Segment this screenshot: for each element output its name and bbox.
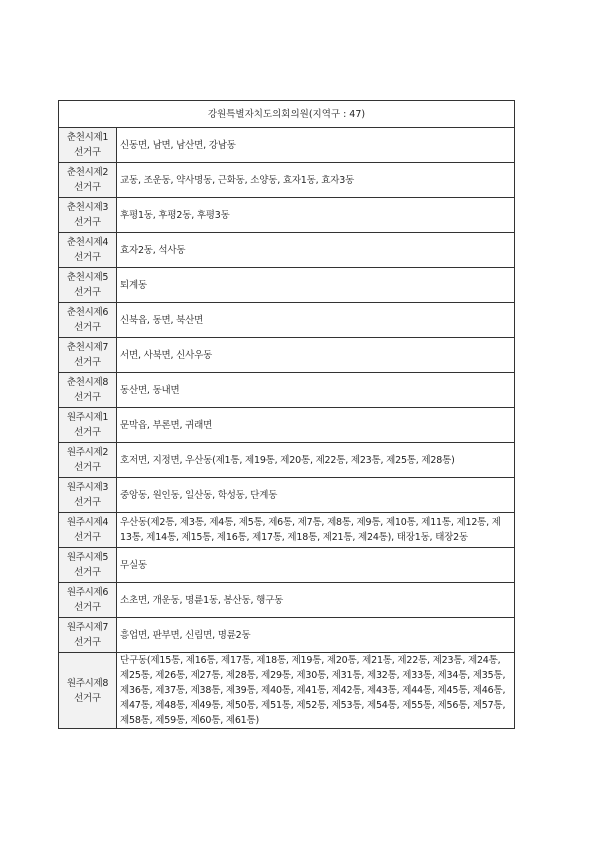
district-name: 춘천시제2	[66, 167, 109, 178]
district-name: 원주시제4	[66, 517, 109, 528]
district-suffix: 선거구	[74, 217, 101, 228]
district-name: 춘천시제3	[66, 202, 109, 213]
table-row	[59, 408, 515, 443]
district-areas-cell: 흥업면, 판부면, 신림면, 명륜2동	[117, 618, 515, 653]
district-suffix: 선거구	[74, 532, 101, 543]
table-row	[59, 128, 515, 163]
district-areas-cell: 교동, 조운동, 약사명동, 근화동, 소양동, 효자1동, 효자3동	[117, 163, 515, 198]
district-name: 원주시제6	[66, 587, 109, 598]
district-suffix: 선거구	[74, 602, 101, 613]
district-name: 원주시제2	[66, 447, 109, 458]
table-row	[59, 268, 515, 303]
district-areas-cell: 신북읍, 동면, 북산면	[117, 303, 515, 338]
table-row	[59, 513, 515, 548]
district-name: 춘천시제6	[66, 307, 109, 318]
district-name-cell	[59, 478, 117, 513]
district-suffix: 선거구	[74, 637, 101, 648]
district-name-cell	[59, 303, 117, 338]
district-areas-cell: 동산면, 동내면	[117, 373, 515, 408]
table-row	[59, 618, 515, 653]
district-name: 춘천시제4	[66, 237, 109, 248]
district-suffix: 선거구	[74, 497, 101, 508]
district-suffix: 선거구	[74, 252, 101, 263]
district-name: 원주시제7	[66, 622, 109, 633]
district-areas-cell: 신동면, 남면, 남산면, 강남동	[117, 128, 515, 163]
district-name-cell	[59, 268, 117, 303]
district-name-cell	[59, 233, 117, 268]
district-areas-cell: 후평1동, 후평2동, 후평3동	[117, 198, 515, 233]
district-suffix: 선거구	[74, 392, 101, 403]
district-name: 춘천시제5	[66, 272, 109, 283]
table-row	[59, 548, 515, 583]
table-row	[59, 303, 515, 338]
district-table	[58, 100, 515, 729]
district-name-cell	[59, 338, 117, 373]
district-name: 원주시제3	[66, 482, 109, 493]
district-areas-cell: 문막읍, 부론면, 귀래면	[117, 408, 515, 443]
district-name-cell	[59, 443, 117, 478]
district-name: 춘천시제7	[66, 342, 109, 353]
district-suffix: 선거구	[74, 357, 101, 368]
district-areas-cell: 퇴계동	[117, 268, 515, 303]
district-areas-cell: 호저면, 지정면, 우산동(제1통, 제19통, 제20통, 제22통, 제23통, 제25통, 제28통)	[117, 443, 515, 478]
district-areas-cell: 소초면, 개운동, 명륜1동, 봉산동, 행구동	[117, 583, 515, 618]
district-suffix: 선거구	[74, 322, 101, 333]
table-title: 강원특별자치도의회의원(지역구 : 47)	[59, 101, 515, 128]
district-name-cell	[59, 513, 117, 548]
district-suffix: 선거구	[74, 692, 101, 704]
district-suffix: 선거구	[74, 182, 101, 193]
district-name-cell	[59, 373, 117, 408]
district-name: 춘천시제8	[66, 377, 109, 388]
table-row	[59, 583, 515, 618]
district-name-cell	[59, 163, 117, 198]
district-areas-cell: 효자2동, 석사동	[117, 233, 515, 268]
district-areas-cell: 단구동(제15통, 제16통, 제17통, 제18통, 제19통, 제20통, 제21통, 제22통, 제23통, 제24통, 제25통, 제26통, 제27통, 제28통, 제29통, 제30통, 제31통, 제32통, 제33통, 제34통, 제35통, 제36통, 제37통, 제38통, 제39통, 제40통, 제41통, 제42통, 제43통, 제44통, 제45통, 제46통, 제47통, 제48통, 제49통, 제50통, 제51통, 제52통, 제53통, 제54통, 제55통, 제56통, 제57통, 제58통, 제59통, 제60통, 제61통)	[117, 653, 515, 729]
table-row	[59, 443, 515, 478]
district-areas-cell: 서면, 사북면, 신사우동	[117, 338, 515, 373]
district-suffix: 선거구	[74, 287, 101, 298]
district-name-cell	[59, 618, 117, 653]
district-suffix: 선거구	[74, 567, 101, 578]
table-row	[59, 653, 515, 729]
district-name-cell	[59, 198, 117, 233]
table-header-row	[59, 101, 515, 128]
district-name-cell	[59, 548, 117, 583]
district-suffix: 선거구	[74, 427, 101, 438]
district-areas-cell: 우산동(제2통, 제3통, 제4통, 제5통, 제6통, 제7통, 제8통, 제9통, 제10통, 제11통, 제12통, 제13통, 제14통, 제15통, 제16통, 제17통, 제18통, 제21통, 제24통), 태장1동, 태장2동	[117, 513, 515, 548]
district-name-cell	[59, 408, 117, 443]
district-name-cell	[59, 128, 117, 163]
district-areas-cell: 무실동	[117, 548, 515, 583]
district-name: 원주시제1	[66, 412, 109, 423]
district-name: 춘천시제1	[66, 132, 109, 143]
district-name-cell	[59, 583, 117, 618]
table-body	[59, 128, 515, 729]
table-row	[59, 478, 515, 513]
table-row	[59, 198, 515, 233]
district-name: 원주시제8	[66, 677, 109, 689]
table-row	[59, 373, 515, 408]
district-suffix: 선거구	[74, 462, 101, 473]
table-row	[59, 338, 515, 373]
table-row	[59, 233, 515, 268]
table-row	[59, 163, 515, 198]
district-name: 원주시제5	[66, 552, 109, 563]
district-name-cell	[59, 653, 117, 729]
district-suffix: 선거구	[74, 147, 101, 158]
district-areas-cell: 중앙동, 원인동, 일산동, 학성동, 단계동	[117, 478, 515, 513]
